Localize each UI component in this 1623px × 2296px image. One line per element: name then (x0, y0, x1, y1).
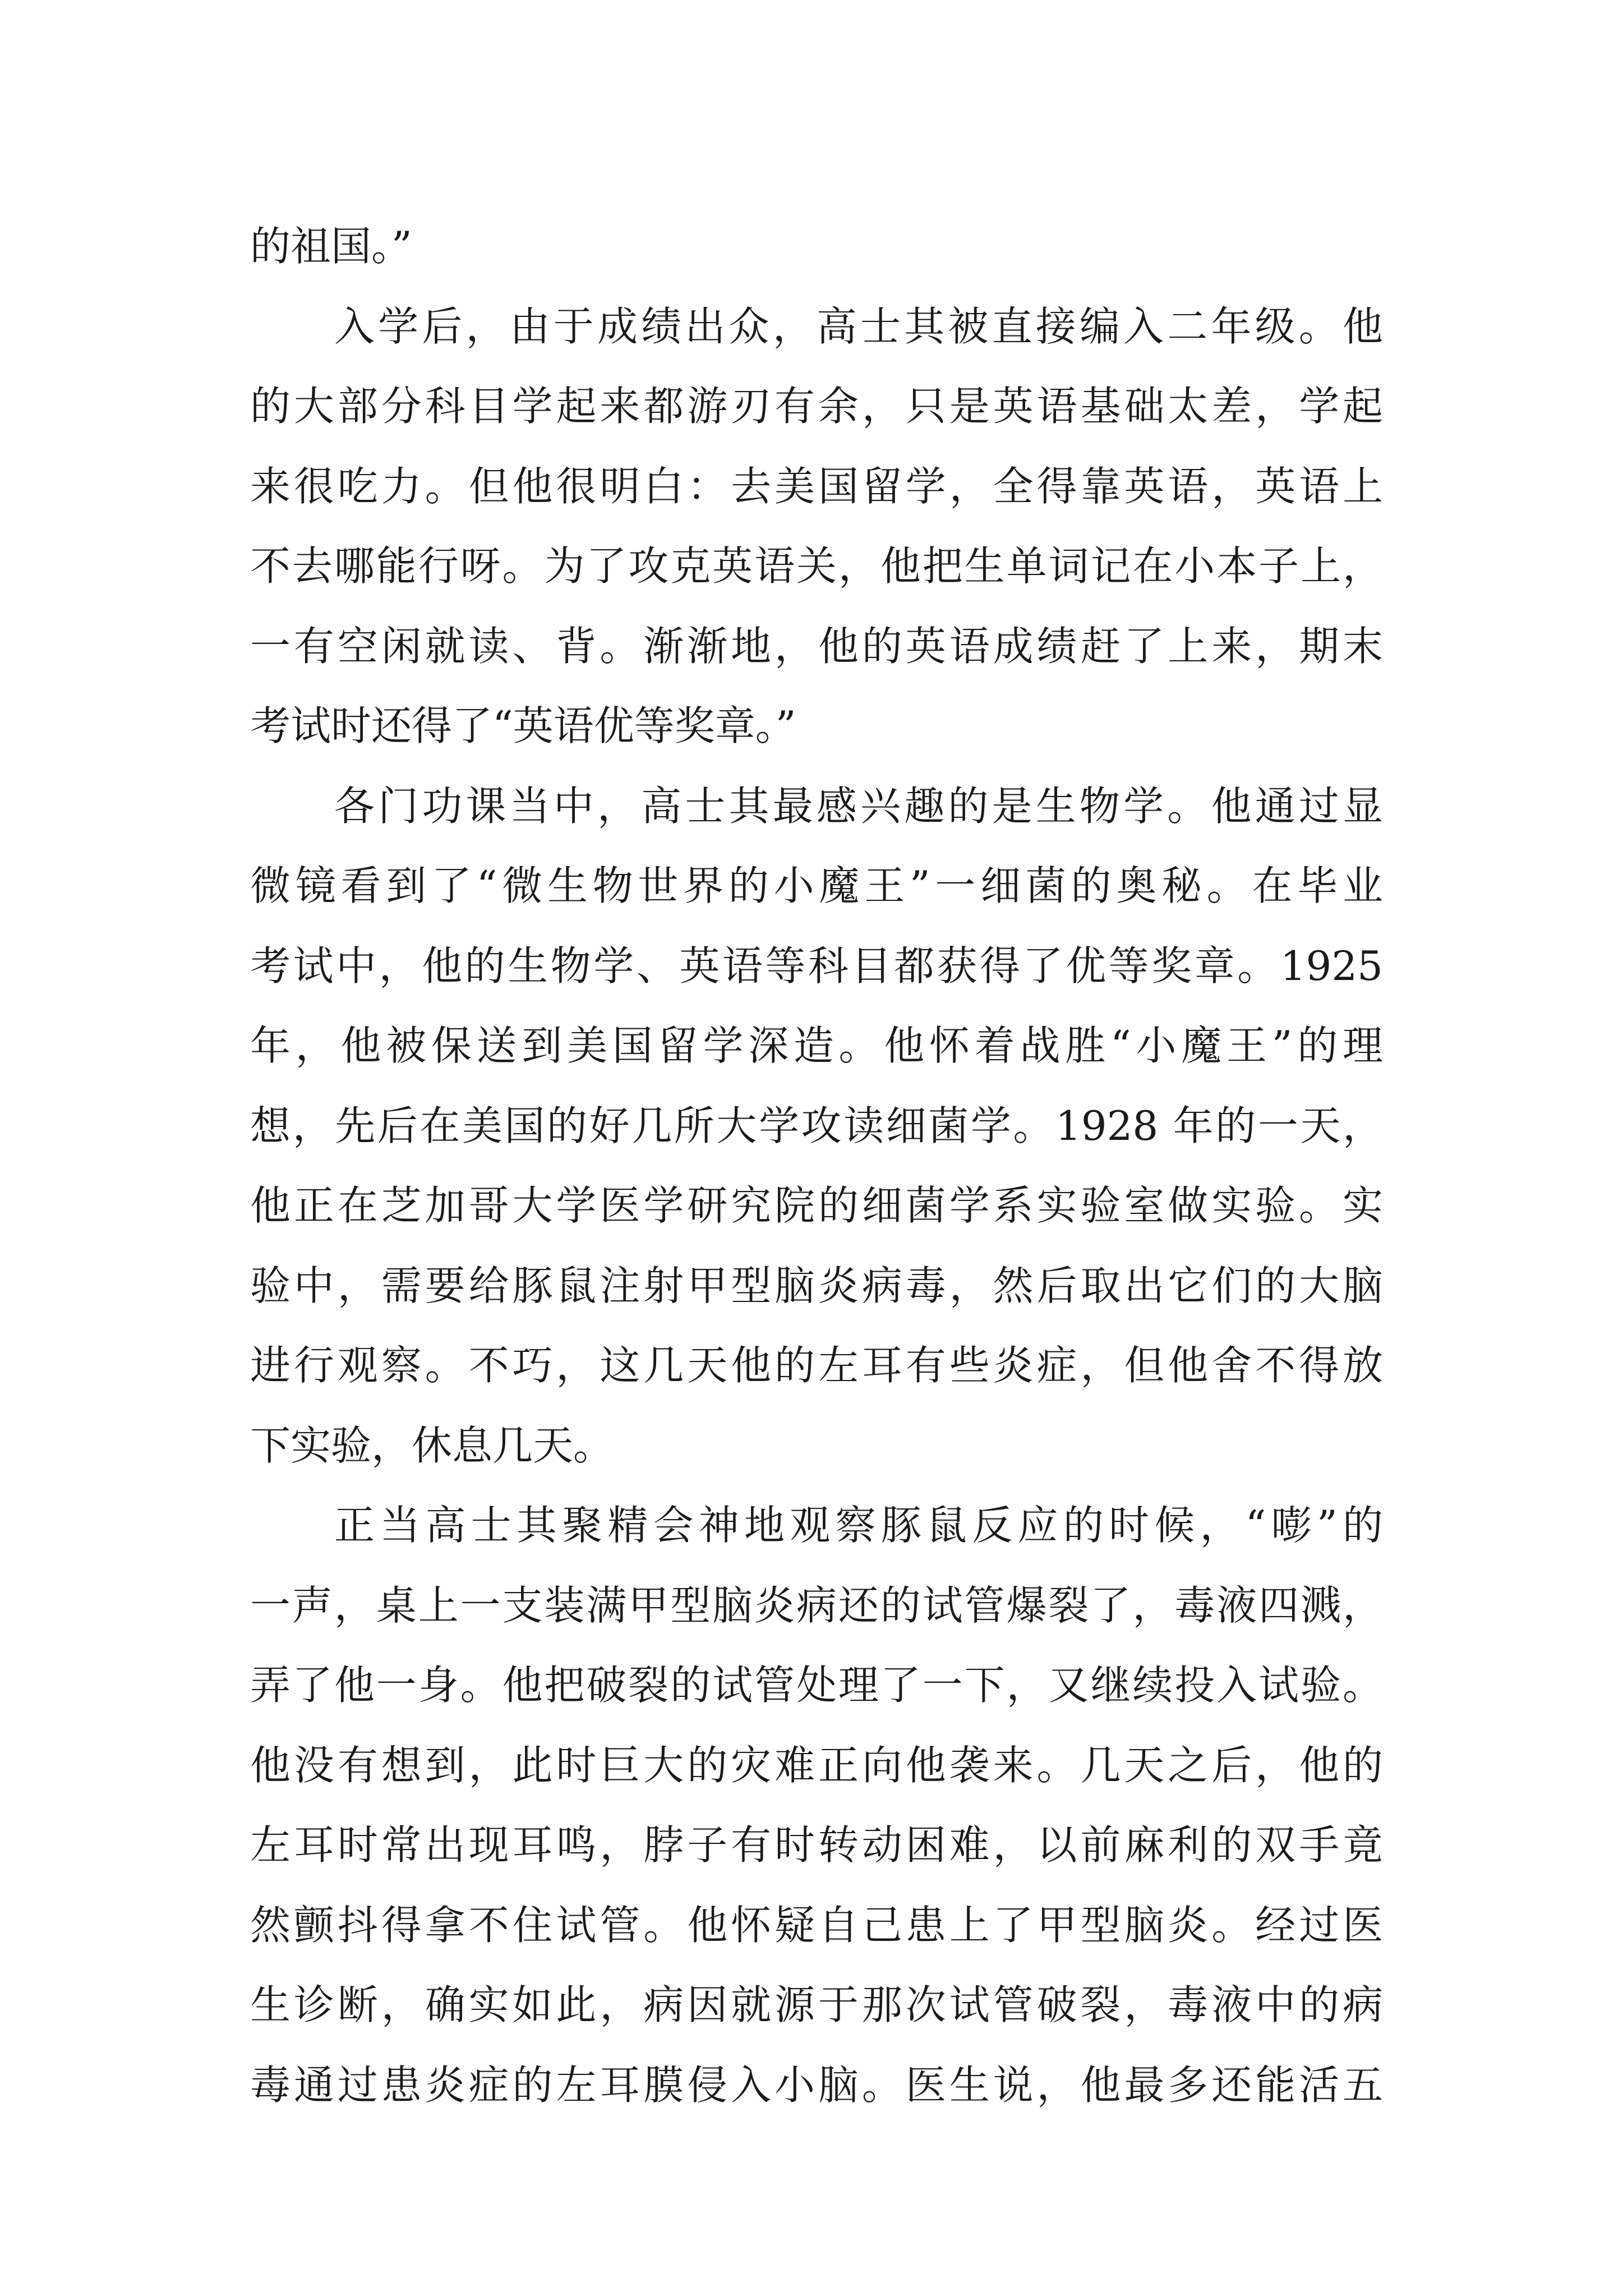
text-line: 的大部分科目学起来都游刃有余，只是英语基础太差，学起 (250, 383, 1383, 430)
text-line: 他没有想到，此时巨大的灾难正向他袭来。几天之后，他的 (250, 1741, 1383, 1789)
text-line: 弄了他一身。他把破裂的试管处理了一下，又继续投入试验。 (250, 1662, 1383, 1709)
text-line: 的祖国。” (250, 223, 412, 270)
text-line: 验中，需要给豚鼠注射甲型脑炎病毒，然后取出它们的大脑 (250, 1262, 1383, 1309)
text-line: 来很吃力。但他很明白：去美国留学，全得靠英语，英语上 (250, 462, 1383, 510)
text-line: 正当高士其聚精会神地观察豚鼠反应的时候，“嘭”的 (334, 1502, 1383, 1549)
text-line: 入学后，由于成绩出众，高士其被直接编入二年级。他 (334, 302, 1383, 350)
text-line: 他正在芝加哥大学医学研究院的细菌学系实验室做实验。实 (250, 1182, 1383, 1229)
text-line: 微镜看到了“微生物世界的小魔王”一细菌的奥秘。在毕业 (250, 862, 1383, 909)
text-line: 各门功课当中，高士其最感兴趣的是生物学。他通过显 (334, 782, 1383, 830)
text-line: 毒通过患炎症的左耳膜侵入小脑。医生说，他最多还能活五 (250, 2061, 1383, 2109)
text-line: 然颤抖得拿不住试管。他怀疑自己患上了甲型脑炎。经过医 (250, 1901, 1383, 1949)
text-line: 年，他被保送到美国留学深造。他怀着战胜“小魔王”的理 (250, 1022, 1383, 1069)
body-text (250, 206, 1383, 2125)
text-line: 不去哪能行呀。为了攻克英语关，他把生单词记在小本子上， (250, 542, 1383, 590)
text-line: 生诊断，确实如此，病因就源于那次试管破裂，毒液中的病 (250, 1981, 1383, 2028)
text-line: 进行观察。不巧，这几天他的左耳有些炎症，但他舍不得放 (250, 1342, 1383, 1389)
text-line: 想，先后在美国的好几所大学攻读细菌学。1928 年的一天， (250, 1102, 1383, 1149)
text-line: 一有空闲就读、背。渐渐地，他的英语成绩赶了上来，期末 (250, 622, 1383, 670)
text-line: 考试中，他的生物学、英语等科目都获得了优等奖章。1925 (250, 942, 1383, 990)
text-line: 考试时还得了“英语优等奖章。” (250, 702, 796, 749)
text-line: 左耳时常出现耳鸣，脖子有时转动困难，以前麻利的双手竟 (250, 1821, 1383, 1869)
text-line: 一声，桌上一支装满甲型脑炎病还的试管爆裂了，毒液四溅， (250, 1581, 1383, 1629)
text-line: 下实验，休息几天。 (250, 1421, 614, 1469)
